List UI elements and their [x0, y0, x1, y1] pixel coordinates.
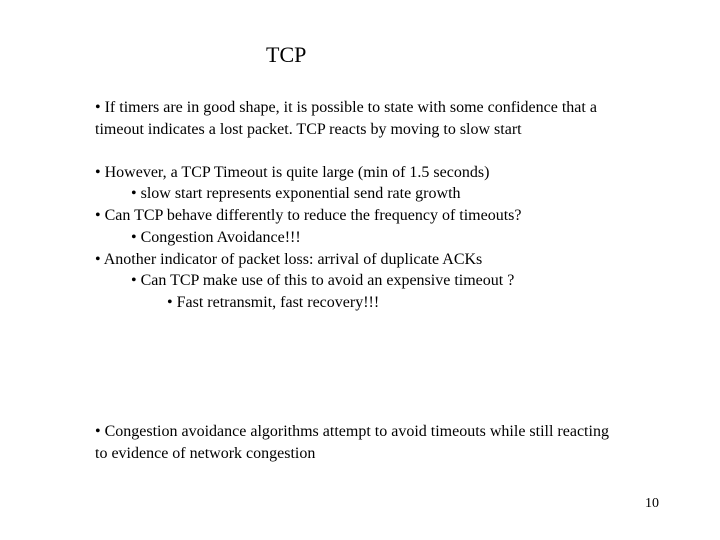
bullet-avoid-timeout: • Can TCP make use of this to avoid an expensive timeout ? — [131, 272, 515, 289]
bullet-behave-differently: • Can TCP behave differently to reduce the frequency of timeouts? — [95, 207, 522, 224]
paragraph-1-line-1: • If timers are in good shape, it is possible to state with some confidence that a — [95, 99, 597, 116]
paragraph-1-line-2: timeout indicates a lost packet. TCP reacts by moving to slow start — [95, 121, 522, 138]
bullet-timeout-large: • However, a TCP Timeout is quite large (min of 1.5 seconds) — [95, 164, 490, 181]
bullet-slow-start: • slow start represents exponential send rate growth — [131, 185, 461, 202]
bullet-duplicate-acks: • Another indicator of packet loss: arrival of duplicate ACKs — [95, 251, 483, 268]
bullet-fast-retransmit: • Fast retransmit, fast recovery!!! — [167, 294, 380, 311]
slide-title: TCP — [266, 42, 307, 67]
page-number: 10 — [645, 496, 659, 511]
paragraph-2-line-2: to evidence of network congestion — [95, 445, 316, 462]
paragraph-2-line-1: • Congestion avoidance algorithms attempt to avoid timeouts while still reacting — [95, 423, 609, 440]
bullet-congestion-avoidance: • Congestion Avoidance!!! — [131, 229, 301, 246]
